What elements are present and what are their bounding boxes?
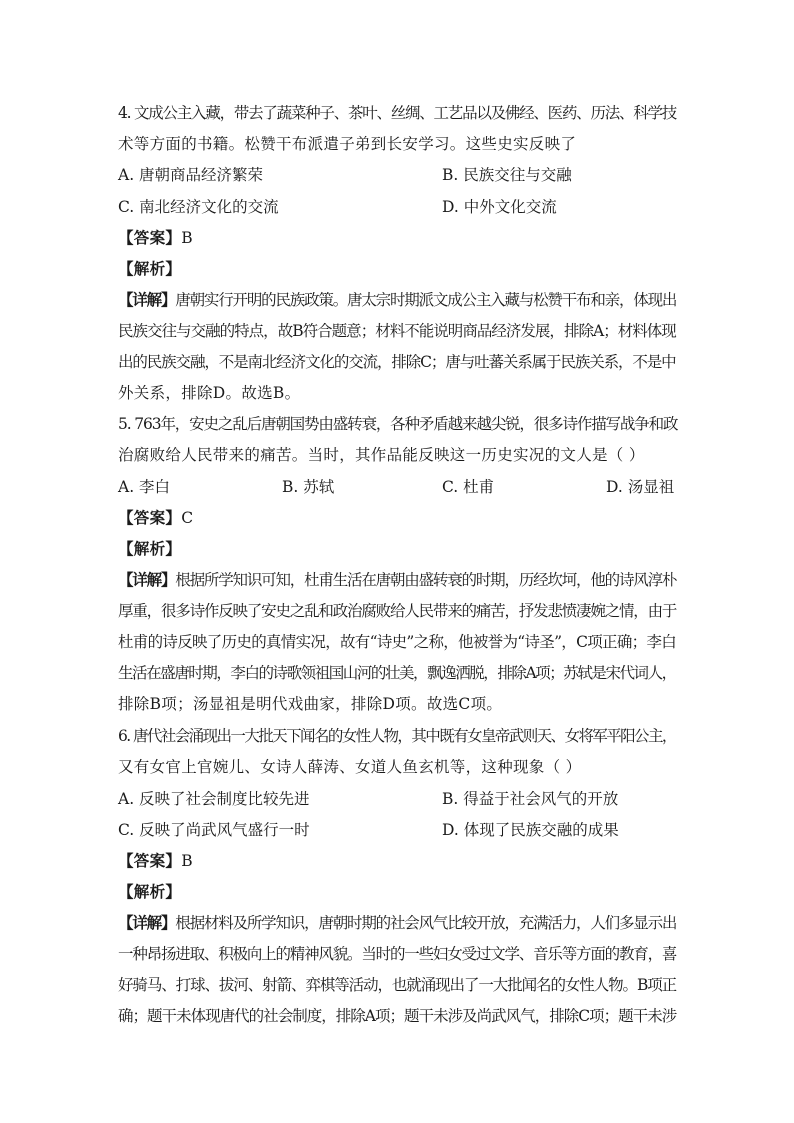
q4-detail-line-4: 外关系，排除D。故选B。 xyxy=(118,384,301,402)
q4-detail-tag: 【详解】 xyxy=(118,290,176,309)
q6-detail-tag: 【详解】 xyxy=(118,913,176,932)
q5-answer xyxy=(118,508,193,528)
q6-detail-text-1: 根据材料及所学知识，唐朝时期的社会风气比较开放，充满活力，人们多显示出 xyxy=(175,914,677,932)
q6-detail-line-4: 确；题干未体现唐代的社会制度，排除A项；题干未涉及尚武风气，排除C项；题干未涉 xyxy=(118,1007,677,1025)
q5-option-c: C. 杜甫 xyxy=(442,478,495,496)
q5-detail-line-4: 生活在盛唐时期，李白的诗歌领祖国山河的壮美，飘逸洒脱，排除A项；苏轼是宋代词人， xyxy=(118,664,676,682)
q5-option-a: A. 李白 xyxy=(118,478,171,496)
q4-detail-line-2: 民族交往与交融的特点，故B符合题意；材料不能说明商品经济发展，排除A；材料体现 xyxy=(118,322,676,340)
q4-detail-line-1 xyxy=(118,290,676,310)
q5-detail-line-5: 排除B项；汤显祖是明代戏曲家，排除D项。故选C项。 xyxy=(118,695,503,713)
q4-stem-line-2: 术等方面的书籍。松赞干布派遣子弟到长安学习。这些史实反映了 xyxy=(118,135,577,153)
q6-detail-line-3: 好骑马、打球、拔河、射箭、弈棋等活动，也就涌现出了一大批闻名的女性人物。B项正 xyxy=(118,976,677,994)
q4-analysis-tag: 【解析】 xyxy=(118,259,182,278)
q4-answer xyxy=(118,228,193,248)
q6-option-d: D. 体现了民族交融的成果 xyxy=(442,821,619,839)
q4-option-d: D. 中外文化交流 xyxy=(442,198,557,216)
q6-answer xyxy=(118,851,193,871)
q6-option-a: A. 反映了社会制度比较先进 xyxy=(118,790,310,808)
q5-stem-line-1: 5. 763年，安史之乱后唐朝国势由盛转衰，各种矛盾越来越尖锐，很多诗作描写战争和政 xyxy=(118,415,678,433)
q5-answer-value: C xyxy=(181,509,194,527)
q5-answer-tag: 【答案】 xyxy=(118,508,182,527)
q5-detail-line-3: 杜甫的诗反映了历史的真情实况，故有“诗史”之称，他被誉为“诗圣”，C项正确；李白 xyxy=(118,633,677,651)
q6-answer-value: B xyxy=(181,852,193,870)
q6-stem-line-2: 又有女官上官婉儿、女诗人薛涛、女道人鱼玄机等，这种现象（ ） xyxy=(118,758,582,776)
q6-detail-line-1 xyxy=(118,913,676,933)
q6-answer-tag: 【答案】 xyxy=(118,851,182,870)
q4-option-b: B. 民族交往与交融 xyxy=(442,166,572,184)
q6-option-b: B. 得益于社会风气的开放 xyxy=(442,790,619,808)
q4-detail-text-1: 唐朝实行开明的民族政策。唐太宗时期派文成公主入藏与松赞干布和亲，体现出 xyxy=(175,291,677,309)
q4-answer-tag: 【答案】 xyxy=(118,228,182,247)
q6-detail-line-2: 一种昂扬进取、积极向上的精神风貌。当时的一些妇女受过文学、音乐等方面的教育，喜 xyxy=(118,945,677,963)
q5-option-b: B. 苏轼 xyxy=(282,478,335,496)
q4-option-a: A. 唐朝商品经济繁荣 xyxy=(118,166,264,184)
q5-detail-line-1 xyxy=(118,570,676,590)
q4-stem-line-1: 4. 文成公主入藏，带去了蔬菜种子、茶叶、丝绸、工艺品以及佛经、医药、历法、科学技 xyxy=(118,104,677,122)
q5-stem-line-2: 治腐败给人民带来的痛苦。当时，其作品能反映这一历史实况的文人是（ ） xyxy=(118,446,645,464)
q5-detail-line-2: 厚重，很多诗作反映了安史之乱和政治腐败给人民带来的痛苦，抒发悲愤凄婉之情，由于 xyxy=(118,602,677,620)
q5-detail-text-1: 根据所学知识可知，杜甫生活在唐朝由盛转衰的时期，历经坎坷，他的诗风淳朴 xyxy=(175,571,677,589)
q4-option-c: C. 南北经济文化的交流 xyxy=(118,198,279,216)
q4-answer-value: B xyxy=(181,229,193,247)
q5-option-d: D. 汤显祖 xyxy=(606,478,675,496)
q6-stem-line-1: 6. 唐代社会涌现出一大批天下闻名的女性人物，其中既有女皇帝武则天、女将军平阳公主， xyxy=(118,727,676,745)
q5-detail-tag: 【详解】 xyxy=(118,570,176,589)
q4-detail-line-3: 出的民族交融，不是南北经济文化的交流，排除C；唐与吐蕃关系属于民族关系，不是中 xyxy=(118,353,676,371)
q6-analysis-tag: 【解析】 xyxy=(118,882,182,901)
q5-analysis-tag: 【解析】 xyxy=(118,539,182,558)
q6-option-c: C. 反映了尚武风气盛行一时 xyxy=(118,821,310,839)
